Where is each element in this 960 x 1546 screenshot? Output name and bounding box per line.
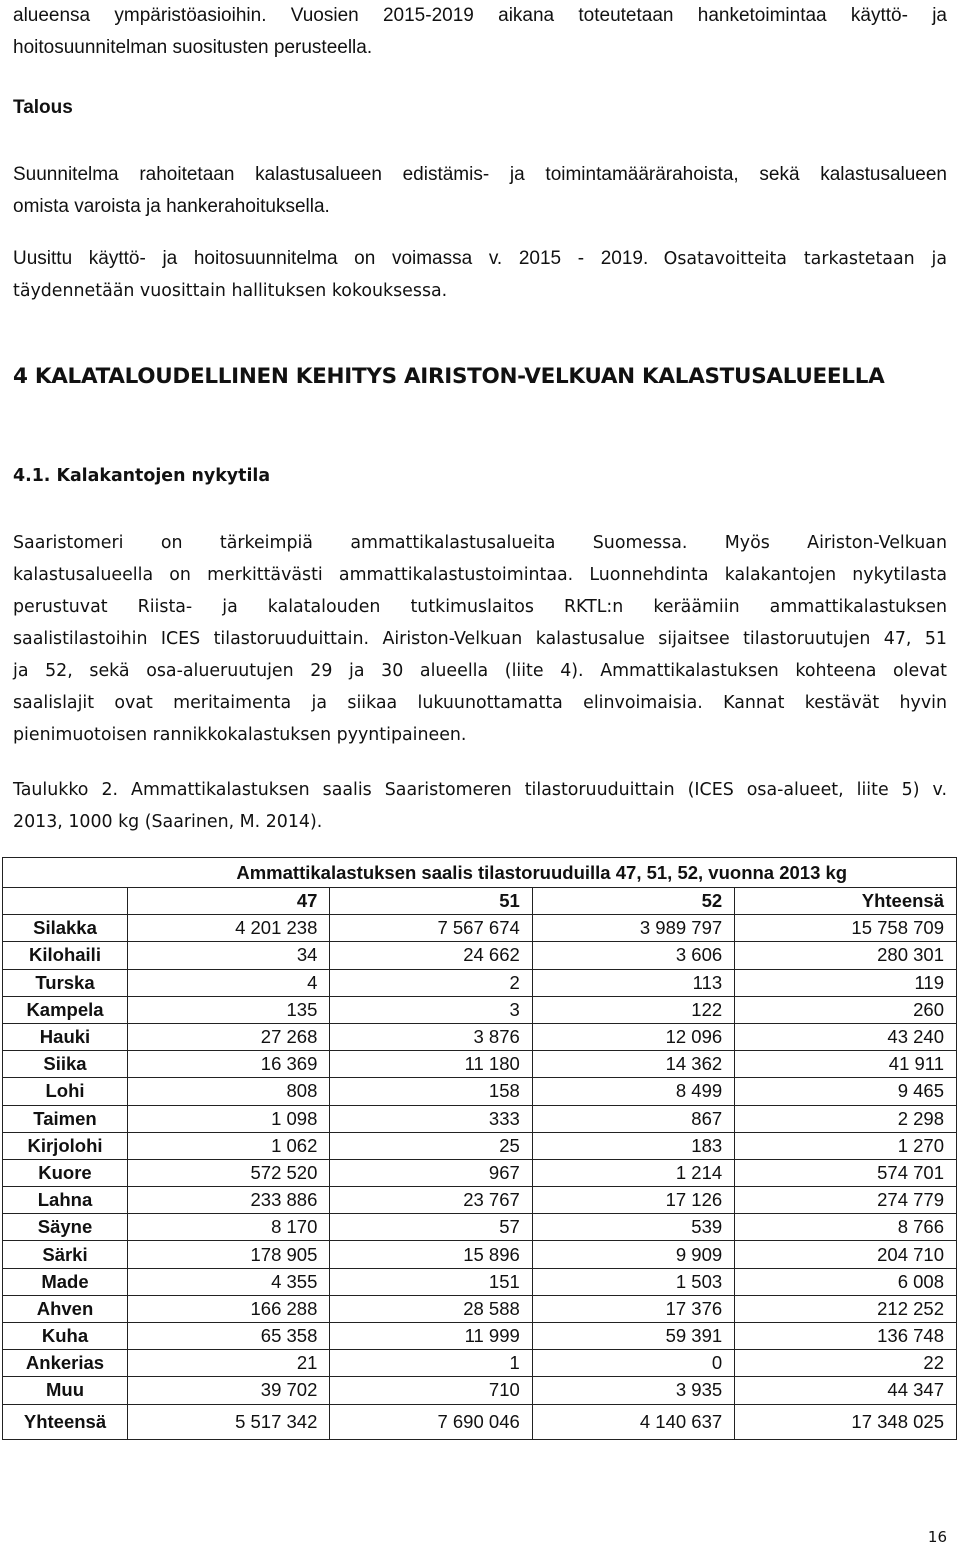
- value-cell: 8 499: [532, 1078, 734, 1105]
- table-row: [3, 1241, 957, 1268]
- value-cell: 6 008: [735, 1268, 957, 1295]
- species-cell: Taimen: [3, 1105, 128, 1132]
- value-cell: 11 999: [330, 1323, 532, 1350]
- species-cell: Kampela: [3, 996, 128, 1023]
- value-cell: 34: [128, 942, 330, 969]
- species-cell: Lahna: [3, 1187, 128, 1214]
- value-cell: 4 201 238: [128, 915, 330, 942]
- table-row: [3, 1132, 957, 1159]
- header-cell-51: 51: [330, 888, 532, 915]
- species-cell: Kirjolohi: [3, 1132, 128, 1159]
- table-row: [3, 1159, 957, 1186]
- value-cell: 183: [532, 1132, 734, 1159]
- value-cell: 4 140 637: [532, 1404, 734, 1439]
- value-cell: 1 098: [128, 1105, 330, 1132]
- talous-p2-line-1-part-a: Uusittu käyttö- ja hoitosuunnitelma on voimassa v. 2015 - 2019.: [13, 248, 649, 269]
- table-row: [3, 1187, 957, 1214]
- species-cell: Silakka: [3, 915, 128, 942]
- value-cell: 1 214: [532, 1159, 734, 1186]
- value-cell: 16 369: [128, 1051, 330, 1078]
- species-cell: Lohi: [3, 1078, 128, 1105]
- value-cell: 44 347: [735, 1377, 957, 1404]
- value-cell: 178 905: [128, 1241, 330, 1268]
- value-cell: 8 170: [128, 1214, 330, 1241]
- value-cell: 808: [128, 1078, 330, 1105]
- value-cell: 15 758 709: [735, 915, 957, 942]
- value-cell: 41 911: [735, 1051, 957, 1078]
- s4-p-line-2: kalastusalueella on merkittävästi ammattikalastustoimintaa. Luonnehdinta kalakantojen nykytilasta: [13, 565, 947, 585]
- value-cell: 3 876: [330, 1023, 532, 1050]
- value-cell: 3 989 797: [532, 915, 734, 942]
- value-cell: 24 662: [330, 942, 532, 969]
- species-cell: Muu: [3, 1377, 128, 1404]
- table-row: [3, 942, 957, 969]
- table-row: [3, 1350, 957, 1377]
- value-cell: 967: [330, 1159, 532, 1186]
- talous-paragraph-1: [13, 159, 947, 223]
- species-cell: Särki: [3, 1241, 128, 1268]
- header-cell-total: Yhteensä: [735, 888, 957, 915]
- s4-p-line-1: Saaristomeri on tärkeimpiä ammattikalastusalueita Suomessa. Myös Airiston-Velkuan: [13, 533, 947, 553]
- value-cell: 2 298: [735, 1105, 957, 1132]
- table-caption: [13, 774, 947, 838]
- value-cell: 11 180: [330, 1051, 532, 1078]
- value-cell: 3 606: [532, 942, 734, 969]
- s4-p-line-6: saalislajit ovat meritaimenta ja siikaa lukuunottamatta elinvoimaisia. Kannat kestävät hyvin: [13, 693, 947, 713]
- s4-p-line-3: perustuvat Riista- ja kalatalouden tutkimuslaitos RKTL:n keräämiin ammattikalastuksen: [13, 597, 947, 617]
- s4-p-line-7: pienimuotoisen rannikkokalastuksen pyyntipaineen.: [13, 725, 467, 745]
- value-cell: 1 062: [128, 1132, 330, 1159]
- caption-line-2: 2013, 1000 kg (Saarinen, M. 2014).: [13, 812, 323, 832]
- value-cell: 17 376: [532, 1295, 734, 1322]
- section-4-heading: 4 KALATALOUDELLINEN KEHITYS AIRISTON-VELKUAN KALASTUSALUEELLA: [13, 364, 885, 389]
- intro-paragraph: [13, 0, 947, 64]
- s4-p-line-5: ja 52, sekä osa-alueruutujen 29 ja 30 alueella (liite 4). Ammattikalastuksen kohteena olevat: [13, 661, 947, 681]
- value-cell: 17 126: [532, 1187, 734, 1214]
- header-cell-47: 47: [128, 888, 330, 915]
- section-4-1-paragraph: [13, 527, 947, 751]
- species-cell: Made: [3, 1268, 128, 1295]
- value-cell: 12 096: [532, 1023, 734, 1050]
- value-cell: 539: [532, 1214, 734, 1241]
- talous-paragraph-2: [13, 243, 947, 307]
- table-row: [3, 915, 957, 942]
- table-row: [3, 1295, 957, 1322]
- value-cell: 136 748: [735, 1323, 957, 1350]
- value-cell: 4 355: [128, 1268, 330, 1295]
- species-cell: Kuha: [3, 1323, 128, 1350]
- value-cell: 1: [330, 1350, 532, 1377]
- value-cell: 151: [330, 1268, 532, 1295]
- value-cell: 233 886: [128, 1187, 330, 1214]
- value-cell: 574 701: [735, 1159, 957, 1186]
- table-row: [3, 1323, 957, 1350]
- value-cell: 23 767: [330, 1187, 532, 1214]
- table-row: [3, 996, 957, 1023]
- value-cell: 274 779: [735, 1187, 957, 1214]
- table-title-spacer: [3, 858, 128, 888]
- value-cell: 27 268: [128, 1023, 330, 1050]
- value-cell: 113: [532, 969, 734, 996]
- header-cell-blank: [3, 888, 128, 915]
- value-cell: 572 520: [128, 1159, 330, 1186]
- intro-line-1: alueensa ympäristöasioihin. Vuosien 2015-2019 aikana toteutetaan hanketoimintaa käyttö- ja: [13, 5, 947, 26]
- value-cell: 22: [735, 1350, 957, 1377]
- value-cell: 260: [735, 996, 957, 1023]
- table-row: [3, 1268, 957, 1295]
- value-cell: 280 301: [735, 942, 957, 969]
- value-cell: 158: [330, 1078, 532, 1105]
- table-title: Ammattikalastuksen saalis tilastoruuduilla 47, 51, 52, vuonna 2013 kg: [128, 858, 957, 888]
- s4-p-line-4: saalistilastoihin ICES tilastoruuduittain. Airiston-Velkuan kalastusalue sijaitsee tilastoruutujen 47, 51: [13, 629, 947, 649]
- section-4-1-heading: 4.1. Kalakantojen nykytila: [13, 466, 271, 486]
- value-cell: 8 766: [735, 1214, 957, 1241]
- value-cell: 9 909: [532, 1241, 734, 1268]
- talous-p2-line-2: täydennetään vuosittain hallituksen kokouksessa.: [13, 281, 448, 301]
- caption-line-1: Taulukko 2. Ammattikalastuksen saalis Saaristomeren tilastoruuduittain (ICES osa-alueet, liite 5) v.: [13, 780, 947, 800]
- species-cell: Ahven: [3, 1295, 128, 1322]
- value-cell: 166 288: [128, 1295, 330, 1322]
- value-cell: 710: [330, 1377, 532, 1404]
- value-cell: 39 702: [128, 1377, 330, 1404]
- value-cell: 43 240: [735, 1023, 957, 1050]
- value-cell: 204 710: [735, 1241, 957, 1268]
- table-title-row: [3, 858, 957, 888]
- value-cell: 135: [128, 996, 330, 1023]
- intro-line-2: hoitosuunnitelman suositusten perusteella.: [13, 37, 373, 58]
- header-cell-52: 52: [532, 888, 734, 915]
- table-row: [3, 969, 957, 996]
- table-row: [3, 1404, 957, 1439]
- species-cell: Hauki: [3, 1023, 128, 1050]
- catch-table: [2, 857, 957, 1440]
- value-cell: 7 690 046: [330, 1404, 532, 1439]
- value-cell: 9 465: [735, 1078, 957, 1105]
- value-cell: 14 362: [532, 1051, 734, 1078]
- value-cell: 2: [330, 969, 532, 996]
- species-cell: Säyne: [3, 1214, 128, 1241]
- value-cell: 5 517 342: [128, 1404, 330, 1439]
- table-header-row: [3, 888, 957, 915]
- value-cell: 1 503: [532, 1268, 734, 1295]
- value-cell: 65 358: [128, 1323, 330, 1350]
- value-cell: 25: [330, 1132, 532, 1159]
- talous-p1-line-2: omista varoista ja hankerahoituksella.: [13, 196, 330, 217]
- table-row: [3, 1105, 957, 1132]
- value-cell: 21: [128, 1350, 330, 1377]
- value-cell: 122: [532, 996, 734, 1023]
- value-cell: 4: [128, 969, 330, 996]
- species-cell: Yhteensä: [3, 1404, 128, 1439]
- species-cell: Ankerias: [3, 1350, 128, 1377]
- value-cell: 57: [330, 1214, 532, 1241]
- value-cell: 3: [330, 996, 532, 1023]
- table-row: [3, 1214, 957, 1241]
- talous-p2-line-1: [13, 243, 947, 275]
- value-cell: 119: [735, 969, 957, 996]
- value-cell: 15 896: [330, 1241, 532, 1268]
- talous-heading: Talous: [13, 97, 73, 118]
- value-cell: 867: [532, 1105, 734, 1132]
- table-row: [3, 1377, 957, 1404]
- value-cell: 3 935: [532, 1377, 734, 1404]
- talous-p1-line-1: Suunnitelma rahoitetaan kalastusalueen edistämis- ja toimintamäärärahoista, sekä kalastusalueen: [13, 164, 947, 185]
- value-cell: 28 588: [330, 1295, 532, 1322]
- value-cell: 17 348 025: [735, 1404, 957, 1439]
- species-cell: Siika: [3, 1051, 128, 1078]
- value-cell: 7 567 674: [330, 915, 532, 942]
- species-cell: Kuore: [3, 1159, 128, 1186]
- value-cell: 59 391: [532, 1323, 734, 1350]
- value-cell: 333: [330, 1105, 532, 1132]
- table-row: [3, 1023, 957, 1050]
- species-cell: Turska: [3, 969, 128, 996]
- species-cell: Kilohaili: [3, 942, 128, 969]
- value-cell: 212 252: [735, 1295, 957, 1322]
- table-row: [3, 1078, 957, 1105]
- value-cell: 0: [532, 1350, 734, 1377]
- table-row: [3, 1051, 957, 1078]
- page-number: 16: [927, 1528, 947, 1546]
- catch-table-body: [3, 858, 957, 1440]
- talous-p2-line-1-part-b: Osatavoitteita tarkastetaan ja: [663, 249, 947, 269]
- value-cell: 1 270: [735, 1132, 957, 1159]
